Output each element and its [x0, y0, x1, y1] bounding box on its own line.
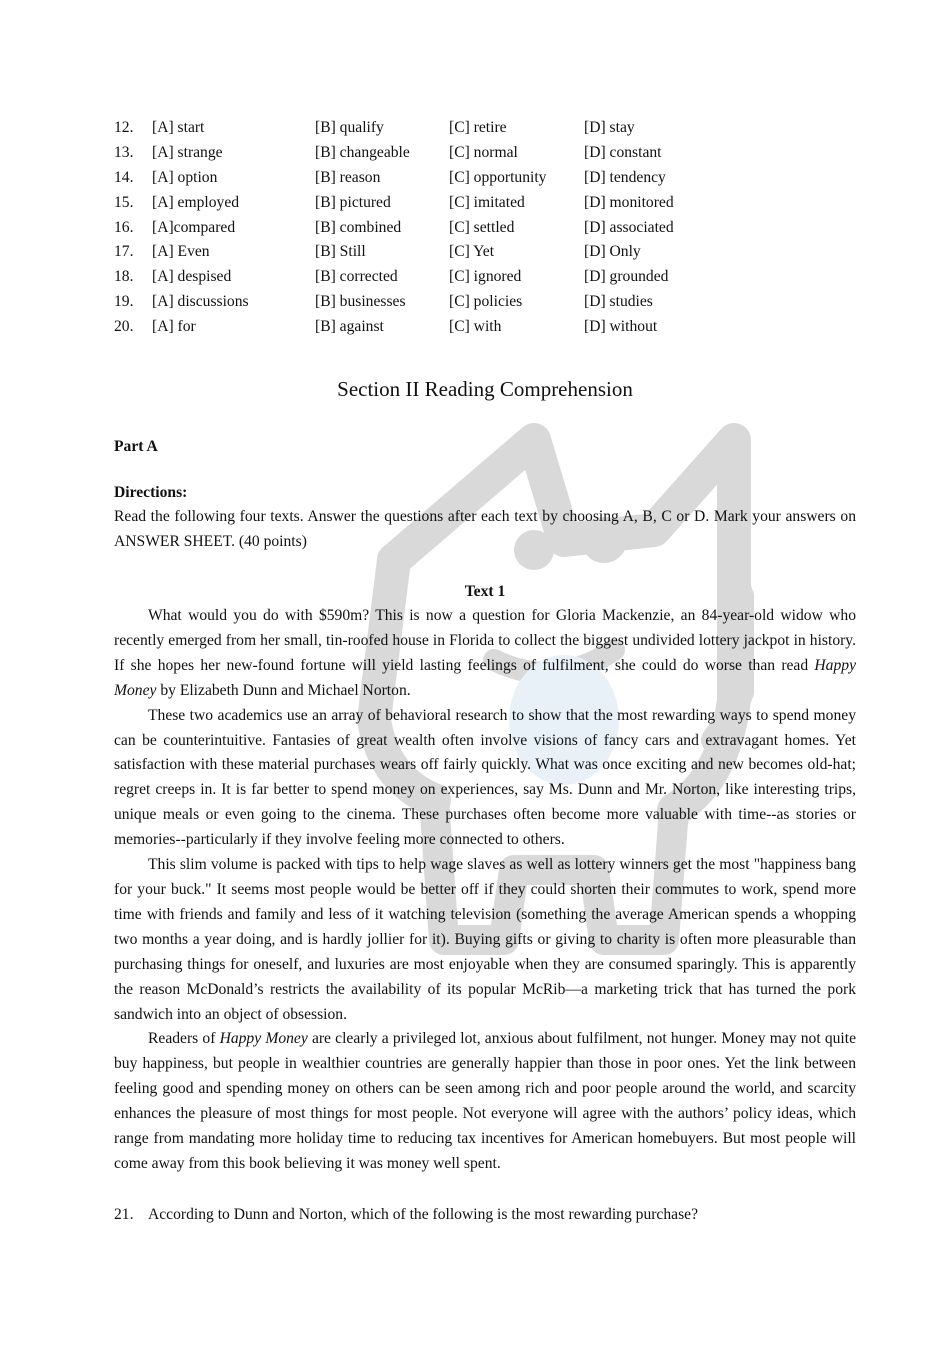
option-b: [B] businesses	[315, 293, 406, 311]
option-c: [C] with	[449, 318, 502, 336]
option-d: [D] associated	[584, 218, 674, 236]
option-d: [D] tendency	[584, 168, 666, 186]
directions-text: Read the following four texts. Answer the questions after each text by choosing A, B, C or D. Mark your answers on ANSWER SHEET. (40 points)	[114, 508, 856, 550]
question-text: According to Dunn and Norton, which of the following is the most rewarding purchase?	[148, 1206, 698, 1223]
option-b: [B] corrected	[315, 268, 398, 286]
option-c: [C] opportunity	[449, 168, 547, 186]
option-number: 16.	[114, 218, 134, 236]
option-d: [D] grounded	[584, 268, 669, 286]
option-c: [C] settled	[449, 218, 515, 236]
option-number: 18.	[114, 268, 134, 286]
option-a: [A] for	[152, 318, 196, 336]
option-c: [C] normal	[449, 143, 518, 161]
option-number: 20.	[114, 318, 134, 336]
option-b: [B] qualify	[315, 119, 384, 136]
option-a: [A] discussions	[152, 293, 249, 311]
option-number: 12.	[114, 119, 134, 136]
reading-passage	[114, 604, 856, 1177]
text-title: Text 1	[464, 583, 506, 600]
question-number: 21.	[114, 1206, 134, 1223]
option-b: [B] pictured	[315, 193, 391, 211]
option-number: 19.	[114, 293, 134, 311]
option-a: [A] employed	[152, 193, 240, 211]
option-number: 17.	[114, 243, 134, 261]
question-21	[114, 1203, 698, 1227]
option-number: 13.	[114, 143, 134, 161]
option-a: [A] strange	[152, 143, 223, 161]
option-b: [B] combined	[315, 218, 402, 236]
book-title: Happy Money	[114, 656, 856, 699]
section-title: Section II Reading Comprehension	[337, 377, 633, 401]
passage-paragraph-2: These two academics use an array of behavioral research to show that the most rewarding ways to spend money can be counterintuitive. Fantasies of great wealth often involve visions of fancy cars and extravagant homes. Yet satisfaction with these material purchases wears off fairly quickly. What was once exciting and new becomes old-hat; regret creeps in. It is far better to spend money on experiences, say Ms. Dunn and Mr. Norton, like interesting trips, unique meals or even going to the cinema. These purchases often become more valuable with time--as stories or memories--particularly if they involve feeling more connected to others.	[114, 706, 856, 849]
option-b: [B] changeable	[315, 143, 410, 161]
option-number: 14.	[114, 168, 134, 186]
option-a: [A]compared	[152, 218, 236, 236]
option-b: [B] against	[315, 318, 384, 336]
book-title: Happy Money	[219, 1030, 308, 1048]
option-a: [A] start	[152, 119, 205, 136]
option-d: [D] Only	[584, 243, 641, 261]
part-label: Part A	[114, 438, 158, 455]
passage-paragraph-3: This slim volume is packed with tips to help wage slaves as well as lottery winners get the most "happiness bang for your buck." It seems most people would be better off if they could shorten their commutes to work, spend more time with friends and family and less of it watching television (something the average American spends a whopping two months a year doing, and is hardly jollier for it). Buying gifts or giving to charity is often more pleasurable than purchasing things for oneself, and luxuries are most enjoyable when they are consumed sparingly. This is apparently the reason McDonald’s restricts the availability of its popular McRib—a marketing trick that has turned the pork sandwich into an object of obsession.	[114, 856, 856, 1023]
option-d: [D] studies	[584, 293, 653, 311]
passage-paragraph-4: Readers of Happy Money are clearly a privileged lot, anxious about fulfilment, not hunger. Money may not quite buy happiness, but people in wealthier countries are generally happier than those in poor ones. Yet the link between feeling good and spending money on others can be seen among rich and poor people around the world, and scarcity enhances the pleasure of most things for most people. Not everyone will agree with the authors’ policy ideas, which range from mandating more holiday time to reducing tax incentives for American homebuyers. But most people will come away from this book believing it was money well spent.	[114, 1030, 857, 1172]
option-b: [B] reason	[315, 168, 381, 186]
option-d: [D] constant	[584, 143, 662, 161]
option-a: [A] option	[152, 168, 218, 186]
option-d: [D] stay	[584, 119, 635, 136]
option-d: [D] without	[584, 318, 658, 336]
option-c: [C] imitated	[449, 193, 525, 211]
option-number: 15.	[114, 193, 134, 211]
option-a: [A] Even	[152, 243, 210, 261]
option-c: [C] ignored	[449, 268, 522, 286]
option-b: [B] Still	[315, 243, 366, 261]
option-c: [C] retire	[449, 119, 507, 136]
passage-paragraph-1: What would you do with $590m? This is now a question for Gloria Mackenzie, an 84-year-old widow who recently emerged from her small, tin-roofed house in Florida to collect the biggest undivided lottery jackpot in history. If she hopes her new-found fortune will yield lasting feelings of fulfilment, she could do worse than read Happy Money by Elizabeth Dunn and Michael Norton.	[114, 607, 856, 699]
option-a: [A] despised	[152, 268, 232, 286]
option-c: [C] policies	[449, 293, 523, 311]
option-d: [D] monitored	[584, 193, 674, 211]
option-c: [C] Yet	[449, 243, 495, 261]
directions-label: Directions:	[114, 484, 188, 501]
